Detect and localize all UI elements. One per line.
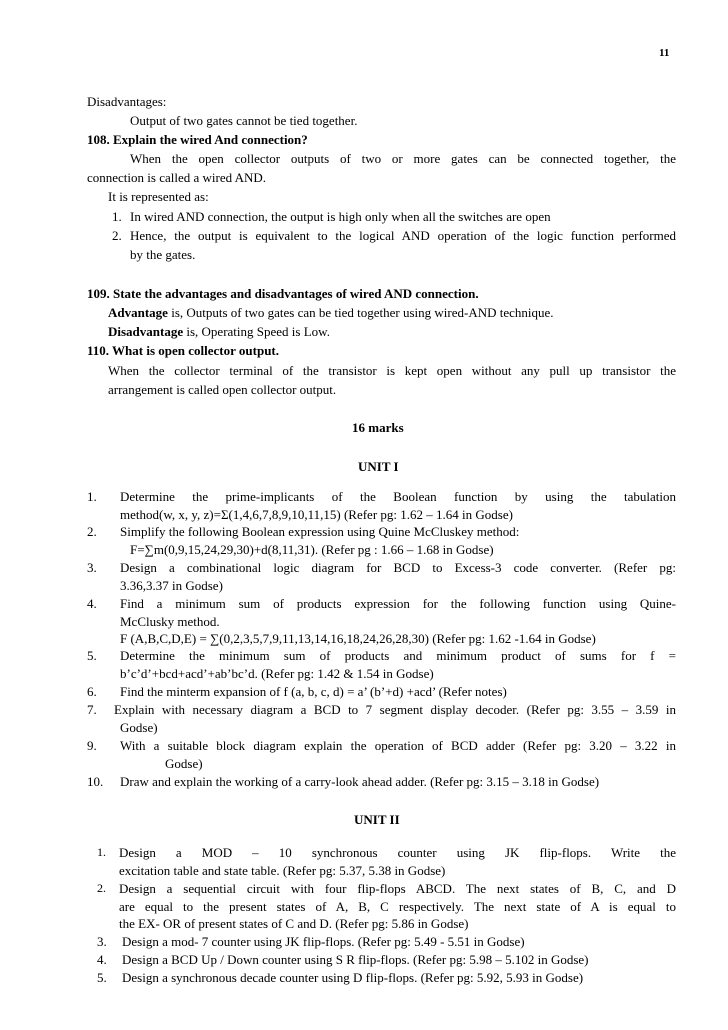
- unit-2-item-number: 1.: [97, 845, 106, 859]
- disadvantage-label: Disadvantage: [108, 324, 184, 339]
- unit-1-item-10-line-1: Draw and explain the working of a carry-look ahead adder. (Refer pg: 3.15 – 3.18 in Godse): [120, 774, 600, 789]
- advantage-text: is, Outputs of two gates can be tied together using wired-AND technique.: [167, 305, 554, 320]
- unit-2-item-number: 4.: [97, 952, 107, 967]
- question-108-line-1: When the open collector outputs of two or more gates can be connected together, the: [130, 151, 676, 166]
- question-108-item-1: In wired AND connection, the output is high only when all the switches are open: [130, 209, 551, 224]
- unit-1-item-number: 7.: [87, 702, 97, 717]
- unit-1-item-9-line-1: With a suitable block diagram explain the operation of BCD adder (Refer pg: 3.20 – 3.22 in: [120, 738, 676, 753]
- question-108-line-2: connection is called a wired AND.: [87, 170, 267, 185]
- unit-2-item-5-line-1: Design a synchronous decade counter using D flip-flops. (Refer pg: 5.92, 5.93 in Godse): [122, 970, 584, 985]
- unit-1-item-number: 9.: [87, 738, 97, 753]
- question-108-represented: It is represented as:: [108, 189, 209, 204]
- unit-1-item-1-line-1: Determine the prime-implicants of the Boolean function by using the tabulation: [120, 489, 676, 504]
- unit-2-item-number: 2.: [97, 881, 106, 895]
- question-110-line-2: arrangement is called open collector output.: [108, 382, 337, 397]
- question-110-title: 110. What is open collector output.: [87, 343, 280, 358]
- unit-1-heading: UNIT I: [358, 459, 399, 474]
- unit-1-item-7-line-1: Explain with necessary diagram a BCD to 7 segment display decoder. (Refer pg: 3.55 – 3.59 in: [114, 702, 676, 717]
- unit-2-item-4-line-1: Design a BCD Up / Down counter using S R flip-flops. (Refer pg: 5.98 – 5.102 in Godse): [122, 952, 589, 967]
- unit-1-item-number: 2.: [87, 524, 97, 539]
- disadvantages-text: Output of two gates cannot be tied together.: [130, 113, 358, 128]
- unit-1-item-6-line-1: Find the minterm expansion of f (a, b, c, d) = a’ (b’+d) +acd’ (Refer notes): [120, 684, 507, 699]
- list-number: 2.: [112, 228, 122, 243]
- unit-1-item-5-line-1: Determine the minimum sum of products and minimum product of sums for f =: [120, 648, 676, 663]
- unit-1-item-3-line-2: 3.36,3.37 in Godse): [120, 578, 223, 593]
- unit-1-item-1-line-2: method(w, x, y, z)=Σ(1,4,6,7,8,9,10,11,15) (Refer pg: 1.62 – 1.64 in Godse): [120, 507, 513, 522]
- unit-1-item-number: 6.: [87, 684, 97, 699]
- question-108-item-2-line-1: Hence, the output is equivalent to the logical AND operation of the logic function performed: [130, 228, 676, 243]
- unit-2-item-1-line-1: Design a MOD – 10 synchronous counter using JK flip-flops. Write the: [119, 845, 676, 860]
- question-110-line-1: When the collector terminal of the transistor is kept open without any pull up transistor the: [108, 363, 676, 378]
- unit-2-item-2-line-3: the EX- OR of present states of C and D. (Refer pg: 5.86 in Godse): [119, 916, 469, 931]
- question-108-title: 108. Explain the wired And connection?: [87, 132, 308, 147]
- unit-1-item-number: 5.: [87, 648, 97, 663]
- unit-1-item-5-line-2: b’c’d’+bcd+acd’+ab’bc’d. (Refer pg: 1.42 & 1.54 in Godse): [120, 666, 434, 681]
- question-108-item-2-line-2: by the gates.: [130, 247, 196, 262]
- unit-1-item-9-line-2: Godse): [165, 756, 203, 771]
- unit-1-item-number: 1.: [87, 489, 97, 504]
- marks-heading: 16 marks: [352, 420, 404, 435]
- disadvantages-heading: Disadvantages:: [87, 94, 167, 109]
- unit-1-item-number: 4.: [87, 596, 97, 611]
- unit-2-item-2-line-1: Design a sequential circuit with four flip-flops ABCD. The next states of B, C, and D: [119, 881, 676, 896]
- page-number: 11: [659, 47, 670, 59]
- unit-1-item-2-line-2: F=∑m(0,9,15,24,29,30)+d(8,11,31). (Refer pg : 1.66 – 1.68 in Godse): [130, 542, 494, 557]
- advantage-label: Advantage: [108, 305, 168, 320]
- unit-2-item-number: 3.: [97, 934, 107, 949]
- unit-1-item-2-line-1: Simplify the following Boolean expression using Quine McCluskey method:: [120, 524, 520, 539]
- question-109-disadvantage: [108, 322, 330, 341]
- unit-1-item-3-line-1: Design a combinational logic diagram for BCD to Excess-3 code converter. (Refer pg:: [120, 560, 676, 575]
- unit-1-item-7-line-2: Godse): [120, 720, 158, 735]
- unit-1-item-number: 10.: [87, 774, 104, 789]
- list-number: 1.: [112, 209, 122, 224]
- unit-1-item-4-line-3: F (A,B,C,D,E) = ∑(0,2,3,5,7,9,11,13,14,16,18,24,26,28,30) (Refer pg: 1.62 -1.64 in Godse): [120, 631, 596, 646]
- unit-2-heading: UNIT II: [354, 812, 400, 827]
- unit-1-item-4-line-1: Find a minimum sum of products expression for the following function using Quine-: [120, 596, 676, 611]
- unit-2-item-1-line-2: excitation table and state table. (Refer pg: 5.37, 5.38 in Godse): [119, 863, 446, 878]
- disadvantage-text: is, Operating Speed is Low.: [183, 324, 330, 339]
- unit-1-item-4-line-2: McClusky method.: [120, 614, 220, 629]
- question-109-title: 109. State the advantages and disadvantages of wired AND connection.: [87, 286, 479, 301]
- unit-2-item-3-line-1: Design a mod- 7 counter using JK flip-flops. (Refer pg: 5.49 - 5.51 in Godse): [122, 934, 525, 949]
- unit-1-item-number: 3.: [87, 560, 97, 575]
- unit-2-item-2-line-2: are equal to the present states of A, B, C respectively. The next state of A is equal to: [119, 899, 676, 914]
- unit-2-item-number: 5.: [97, 970, 107, 985]
- question-109-advantage: [108, 303, 554, 322]
